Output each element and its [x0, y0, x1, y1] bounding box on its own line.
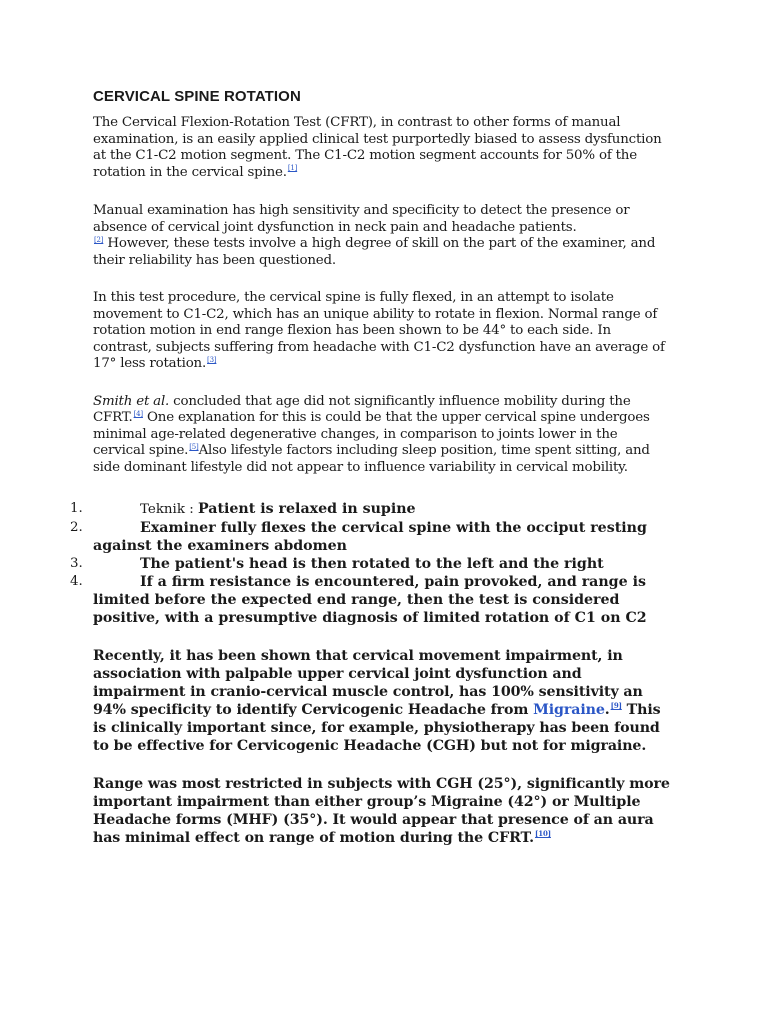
list-item-number: 4. — [70, 574, 83, 589]
paragraph-age-influence — [93, 394, 673, 477]
step-prefix: Teknik : — [140, 502, 198, 517]
paragraph-text-continued: However, these tests involve a high degree of skill on the part of the examiner, and their reliability has been questioned. — [93, 236, 656, 268]
step-text: If a firm resistance is encountered, pain provoked, and range is limited before the expected end range, then the test is considered positive, with a presumptive diagnosis of limited rotation of C1 on C2 — [93, 574, 647, 626]
reference-link-9[interactable]: [9] — [610, 701, 622, 711]
paragraph-text: Recently, it has been shown that cervical movement impairment, in association with palpable upper cervical joint dysfunction and impairment in cranio-cervical muscle control, has 100% sensitivity an 94% specificity to identify Cervicogenic Headache from — [93, 648, 643, 718]
paragraph-text: In this test procedure, the cervical spine is fully flexed, in an attempt to isolate movement to C1-C2, which has an unique ability to rotate in flexion. Normal range of rotation motion in end range flexion has been shown to be 44° to each side. In contrast, subjects suffering from headache with C1-C2 dysfunction have an average of 17° less rotation. — [93, 290, 665, 371]
list-item-number: 3. — [70, 556, 83, 571]
step-text: The patient's head is then rotated to the left and the right — [140, 556, 604, 572]
paragraph-text: The Cervical Flexion-Rotation Test (CFRT), in contrast to other forms of manual examination, is an easily applied clinical test purportedly biased to assess dysfunction at the C1-C2 motion segment. The C1-C2 motion segment accounts for 50% of the rotation in the cervical spine. — [93, 115, 662, 180]
reference-link-3[interactable]: [3] — [207, 355, 217, 364]
step-text: Examiner fully flexes the cervical spine with the occiput resting against the examiners abdomen — [93, 520, 647, 554]
step-text: Patient is relaxed in supine — [197, 501, 416, 517]
paragraph-recent-findings — [93, 647, 673, 755]
paragraph-test-procedure — [93, 290, 673, 373]
paragraph-text-continued: One explanation for this is could be that the upper cervical spine undergoes minimal age-related degenerative changes, in comparison to joints lower in the cervical spine. — [93, 410, 650, 458]
author-citation: Smith et al. — [93, 393, 170, 409]
list-item — [70, 573, 673, 627]
paragraph-intro — [93, 115, 673, 181]
document-page — [70, 88, 673, 847]
reference-link-4[interactable]: [4] — [133, 409, 143, 418]
list-item — [70, 500, 673, 519]
list-item — [70, 555, 673, 573]
list-item — [70, 519, 673, 555]
paragraph-punctuation: . — [604, 702, 610, 718]
paragraph-manual-examination — [93, 203, 673, 269]
paragraph-text: Manual examination has high sensitivity and specificity to detect the presence or absence of cervical joint dysfunction in neck pain and headache patients. — [93, 203, 630, 235]
list-item-number: 2. — [70, 520, 83, 535]
paragraph-text-end: Also lifestyle factors including sleep position, time spent sitting, and side dominant lifestyle did not appear to influence variability in cervical mobility. — [93, 443, 650, 475]
paragraph-range-restriction — [93, 775, 673, 847]
procedure-steps-list — [70, 500, 673, 627]
paragraph-text: concluded that age did not significantly influence mobility during the CFRT. — [93, 393, 631, 425]
paragraph-text: Range was most restricted in subjects with CGH (25°), significantly more important impairment than either group’s Migraine (42°) or Multiple Headache forms (MHF) (35°). It would appear that presence of an aura has minimal effect on range of motion during the CFRT. — [93, 776, 670, 846]
paragraph-text-continued: This is clinically important since, for example, physiotherapy has been found to be effective for Cervicogenic Headache (CGH) but not for migraine. — [93, 702, 661, 754]
page-title: CERVICAL SPINE ROTATION — [93, 88, 301, 105]
reference-link-10[interactable]: [10] — [534, 829, 551, 839]
reference-link-2[interactable]: [2] — [94, 235, 104, 244]
reference-link-1[interactable]: [1] — [287, 164, 298, 173]
list-item-number: 1. — [70, 501, 83, 516]
migraine-link[interactable]: Migraine — [533, 702, 605, 718]
reference-link-5[interactable]: [5] — [189, 442, 199, 451]
